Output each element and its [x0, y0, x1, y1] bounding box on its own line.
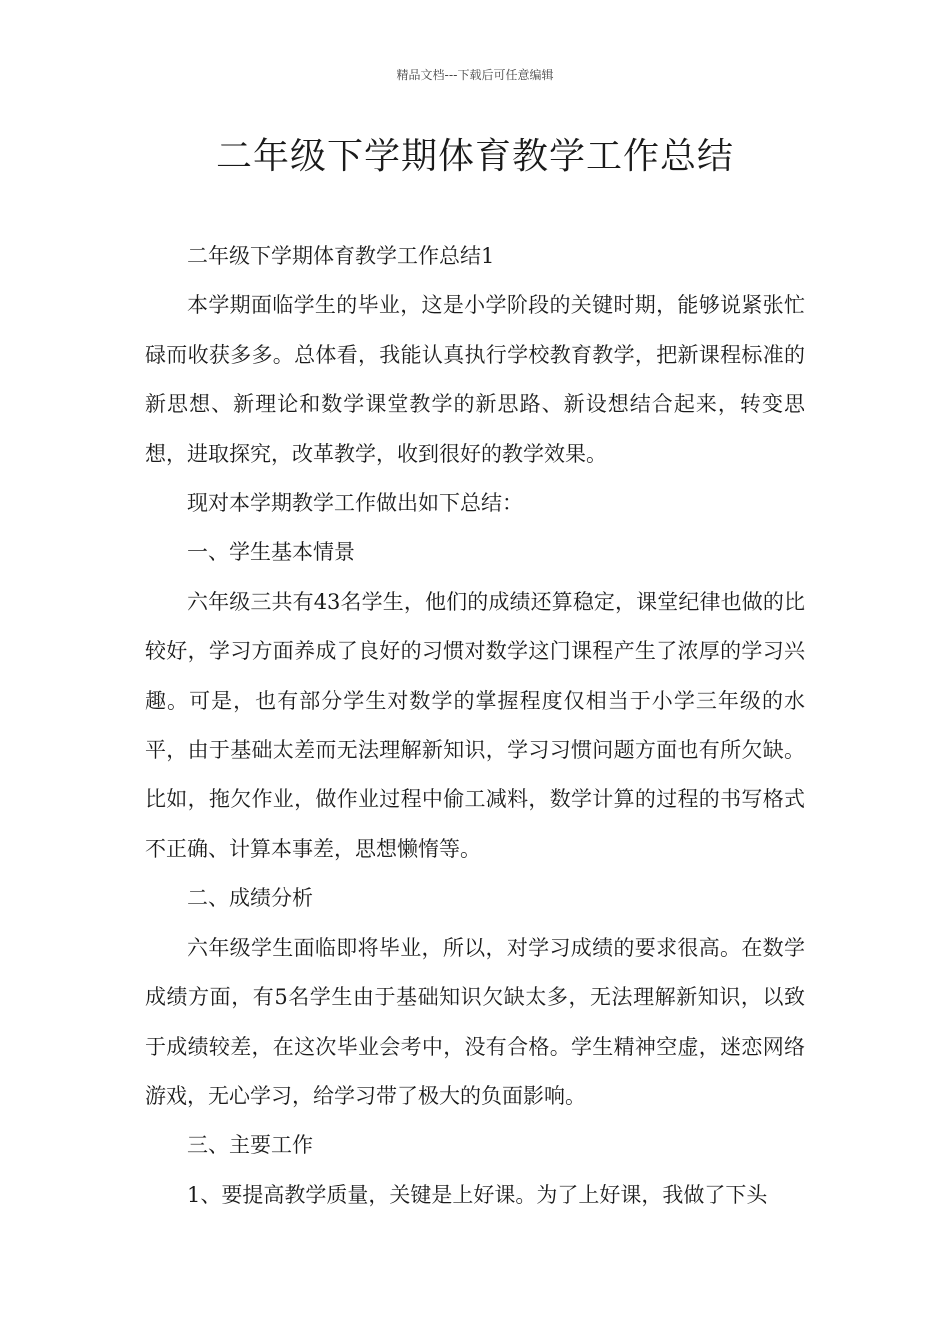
header-note: 精品文档---下载后可任意编辑 — [396, 68, 554, 82]
document-body — [145, 232, 805, 1220]
paragraph-summary-lead: 现对本学期教学工作做出如下总结： — [187, 491, 523, 516]
section-heading-1: 一、学生基本情景 — [187, 540, 355, 565]
paragraph-subtitle: 二年级下学期体育教学工作总结1 — [187, 244, 495, 268]
paragraph-score-analysis: 六年级学生面临即将毕业，所以，对学习成绩的要求很高。在数学成绩方面，有5名学生由于基础知识欠缺太多，无法理解新知识，以致于成绩较差，在这次毕业会考中，没有合格。学生精神空虚，迷恋网络游戏，无心学习，给学习带了极大的负面影响。 — [145, 935, 805, 1108]
paragraph-main-work: 1、要提高教学质量，关键是上好课。为了上好课，我做了下头 — [187, 1182, 768, 1207]
section-heading-3: 三、主要工作 — [187, 1133, 313, 1158]
paragraph-student-situation: 六年级三共有43名学生，他们的成绩还算稳定，课堂纪律也做的比较好，学习方面养成了良好的习惯对数学这门课程产生了浓厚的学习兴趣。可是，也有部分学生对数学的掌握程度仅相当于小学三年级的水平，由于基础太差而无法理解新知识，学习习惯问题方面也有所欠缺。比如，拖欠作业，做作业过程中偷工减料，数学计算的过程的书写格式不正确、计算本事差，思想懒惰等。 — [145, 589, 805, 861]
section-heading-2: 二、成绩分析 — [187, 886, 313, 911]
document-title: 二年级下学期体育教学工作总结 — [215, 136, 734, 177]
paragraph-intro: 本学期面临学生的毕业，这是小学阶段的关键时期，能够说紧张忙碌而收获多多。总体看，我能认真执行学校教育教学，把新课程标准的新思想、新理论和数学课堂教学的新思路、新设想结合起来，转变思想，进取探究，改革教学，收到很好的教学效果。 — [145, 293, 805, 466]
